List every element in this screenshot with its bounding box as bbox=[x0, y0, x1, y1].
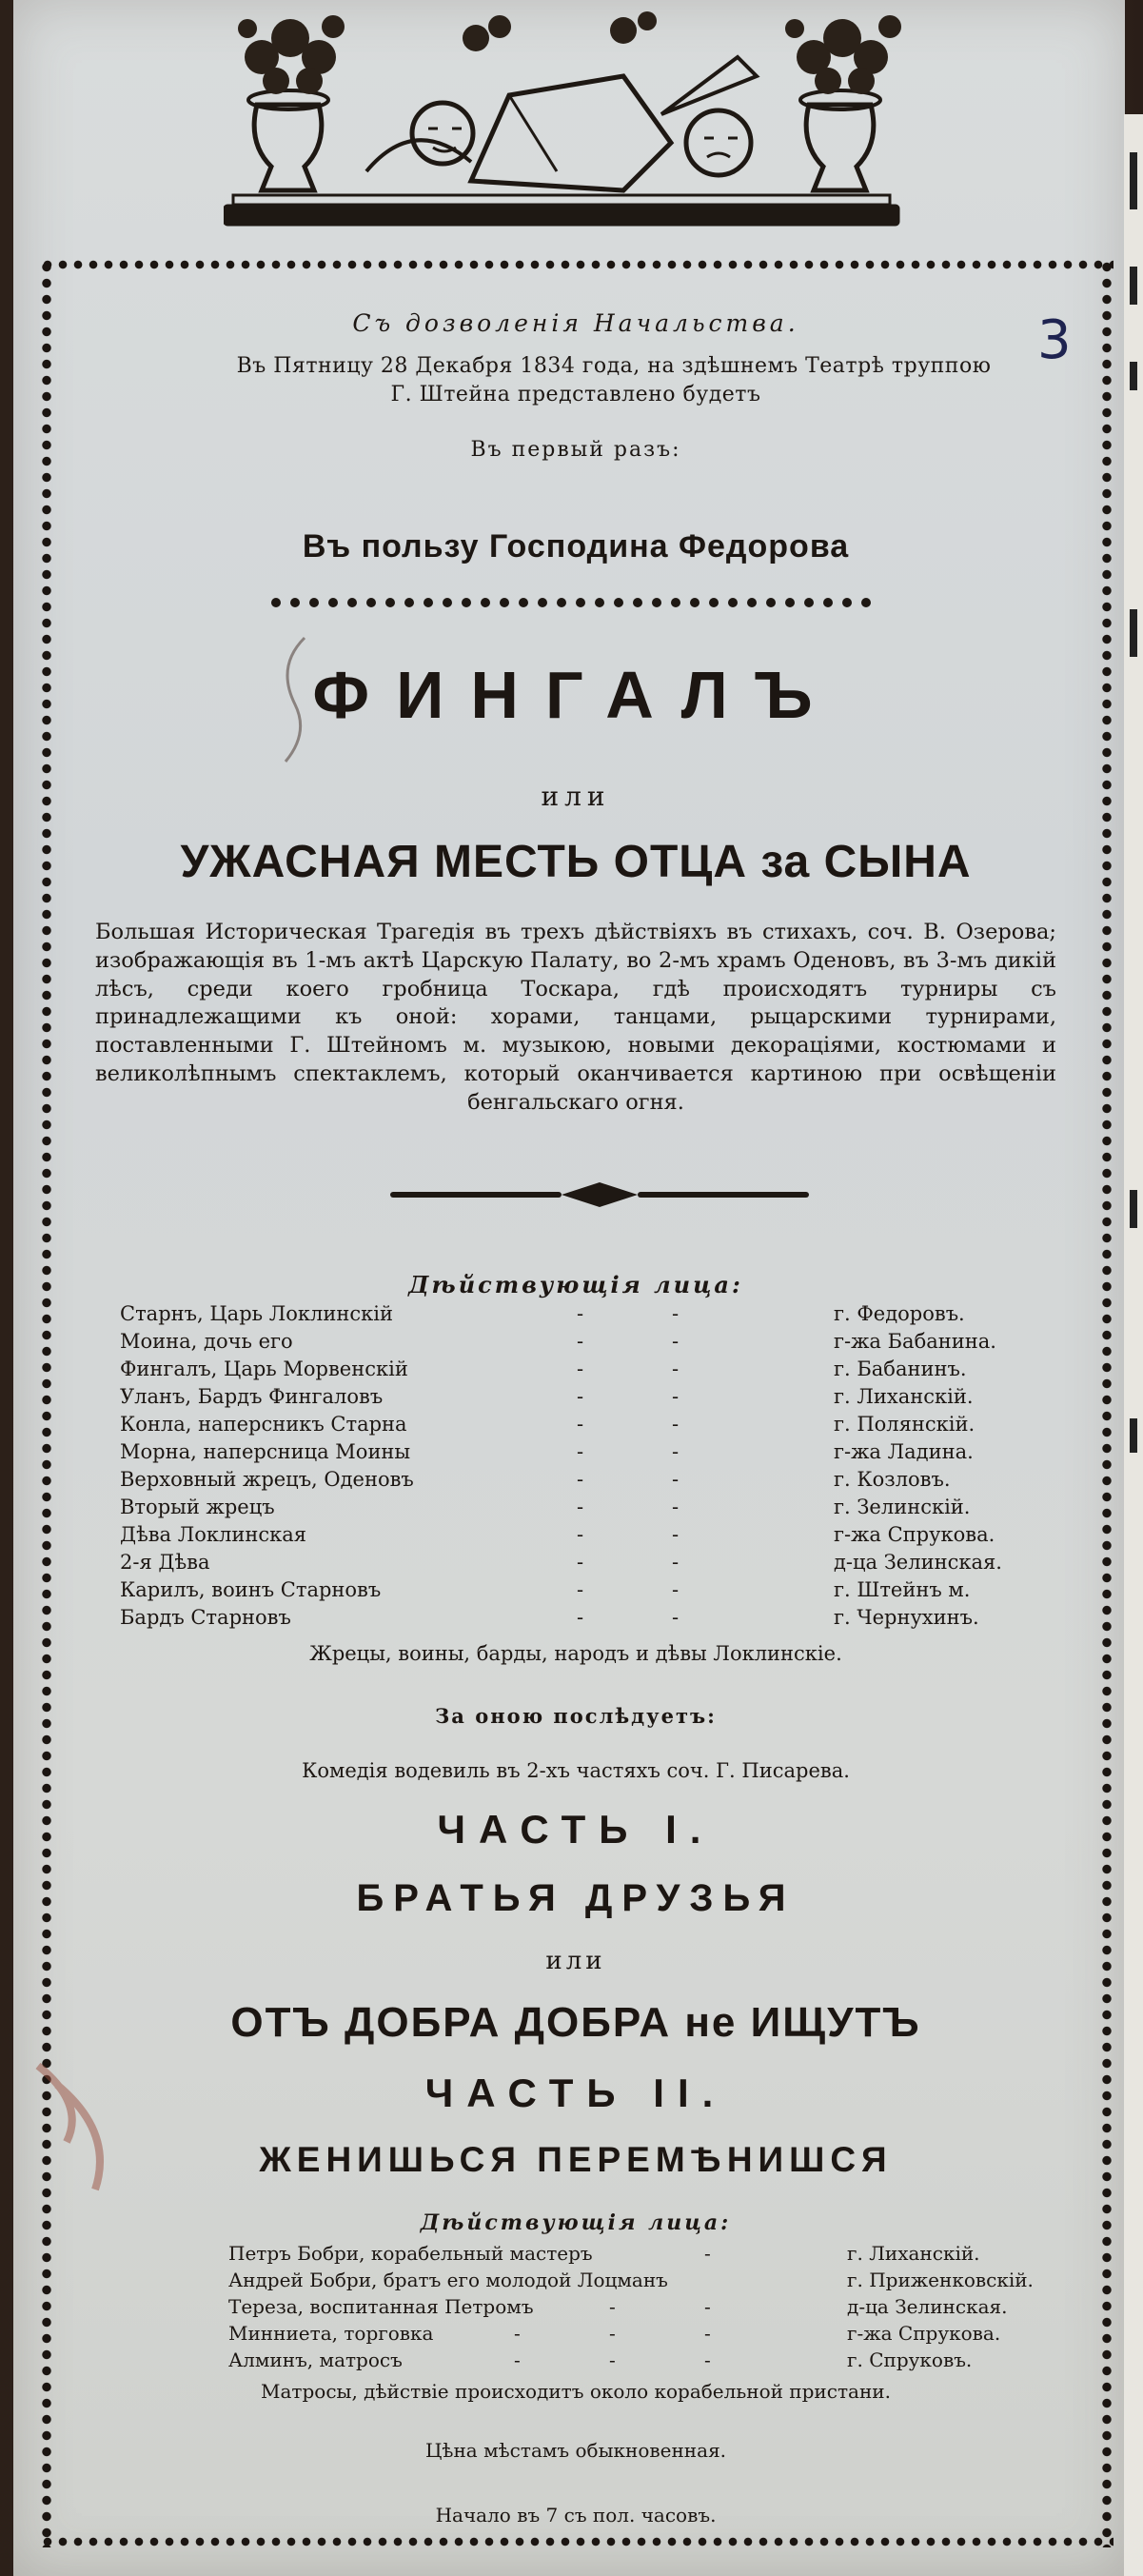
handwritten-page-number: 3 bbox=[1037, 309, 1072, 371]
cast-row: Карилъ, воинъ Старновъ - - г. Штейнъ м. bbox=[120, 1578, 971, 1601]
title-or: или bbox=[541, 781, 611, 812]
cast-row: Морна, наперсница Моины - - г-жа Ладина. bbox=[120, 1440, 974, 1463]
cast-row: Бардъ Старновъ - - г. Чернухинъ. bbox=[120, 1606, 979, 1629]
cast-row: Андрей Бобри, братъ его молодой Лоцманъ г. Приженковскій. bbox=[228, 2269, 1034, 2291]
part-one-title: БРАТЬЯ ДРУЗЬЯ bbox=[356, 1877, 796, 1919]
cast-row: Дѣва Локлинская - - г-жа Спрукова. bbox=[120, 1523, 995, 1546]
red-ink-mark-icon bbox=[29, 2047, 133, 2199]
troupe-line: Г. Штейна представлено будетъ bbox=[390, 383, 761, 406]
cast-row: Моина, дочь его - - г-жа Бабанина. bbox=[120, 1330, 996, 1353]
comedy-cast-list bbox=[228, 2242, 1085, 2375]
play-description: Большая Историческая Трагедія въ трехъ дѣйствіяхъ въ стихахъ, соч. В. Озерова; изображающія въ 1-мъ актѣ Царскую Палату, во 2-мъ храмъ Оденовъ, въ 3-мъ дикій лѣсъ, среди коего гробница Тоскара, гдѣ происходятъ турниры съ принадлежащими къ оной: хорами, танцами, рыцарскими турнирами, поставленными Г. Штейномъ м. музыкою, новыми декораціями, костюмами и великолѣпнымъ спектаклемъ, который оканчивается картиною при освѣщеніи бенгальскаго огня. bbox=[95, 920, 1056, 1115]
part-two-title: ЖЕНИШЬСЯ ПЕРЕМѢНИШСЯ bbox=[259, 2140, 893, 2179]
adjacent-sheet-edge bbox=[1124, 114, 1143, 2576]
part-two-heading: ЧАСТЬ II. bbox=[424, 2071, 727, 2115]
cast-row: Петръ Бобри, корабельный мастеръ - г. Лиханскій. bbox=[228, 2242, 980, 2265]
comedy-cast-footer: Матросы, дѣйствіе происходитъ около корабельной пристани. bbox=[261, 2380, 891, 2403]
afterpiece-or: или bbox=[545, 1947, 606, 1975]
divider-dots bbox=[266, 595, 885, 610]
performance-date-line: Въ Пятницу 28 Декабря 1834 года, на здѣшнемъ Театрѣ труппою bbox=[236, 354, 992, 378]
benefit-line: Въ пользу Господина Федорова bbox=[302, 528, 850, 565]
following-line: За оною послѣдуетъ: bbox=[435, 1704, 717, 1728]
start-time: Начало въ 7 съ пол. часовъ. bbox=[435, 2504, 717, 2526]
cast-row: Верховный жрецъ, Оденовъ - - г. Козловъ. bbox=[120, 1468, 951, 1491]
ticket-prices: Цѣна мѣстамъ обыкновенная. bbox=[424, 2439, 727, 2462]
cast-footer-note: Жрецы, воины, барды, народъ и дѣвы Локлинскіе. bbox=[309, 1642, 842, 1665]
cast-row: 2-я Дѣва - - д-ца Зелинская. bbox=[120, 1551, 1002, 1574]
cast-row: Фингалъ, Царь Морвенскій - - г. Бабанинъ. bbox=[120, 1357, 967, 1380]
cast-row: Уланъ, Бардъ Фингаловъ - - г. Лиханскій. bbox=[120, 1385, 974, 1408]
cast-row: Алминъ, матросъ - - - г. Спруковъ. bbox=[228, 2348, 973, 2371]
permission-line: Съ дозволенія Начальства. bbox=[352, 309, 799, 337]
cast-row: Старнъ, Царь Локлинскій - - г. Федоровъ. bbox=[120, 1302, 965, 1325]
play-title: ФИНГАЛЪ bbox=[312, 658, 839, 732]
divider-ornament bbox=[390, 1180, 809, 1209]
first-time-line: Въ первый разъ: bbox=[470, 438, 681, 462]
tragedy-cast-list bbox=[120, 1302, 1062, 1634]
cast-row: Конла, наперсникъ Старна - - г. Полянскій. bbox=[120, 1413, 975, 1436]
cast-row: Минниета, торговка - - - г-жа Спрукова. bbox=[228, 2322, 1001, 2345]
cast-row: Вторый жрецъ - - г. Зелинскій. bbox=[120, 1496, 971, 1518]
pencil-mark-icon bbox=[266, 628, 324, 771]
ornamental-vignette bbox=[224, 0, 909, 248]
afterpiece-alt-title: ОТЪ ДОБРА ДОБРА не ИЩУТЪ bbox=[230, 1999, 921, 2046]
play-subtitle: УЖАСНАЯ МЕСТЬ ОТЦА за СЫНА bbox=[180, 837, 972, 887]
cast-row: Тереза, воспитанная Петромъ - - д-ца Зелинская. bbox=[228, 2295, 1008, 2318]
comedy-cast-heading: Дѣйствующія лица: bbox=[420, 2210, 732, 2235]
cast-heading: Дѣйствующія лица: bbox=[408, 1271, 743, 1298]
part-one-heading: ЧАСТЬ I. bbox=[437, 1807, 715, 1852]
comedy-genre-line: Комедія водевиль въ 2-хъ частяхъ соч. Г. Писарева. bbox=[302, 1759, 850, 1782]
